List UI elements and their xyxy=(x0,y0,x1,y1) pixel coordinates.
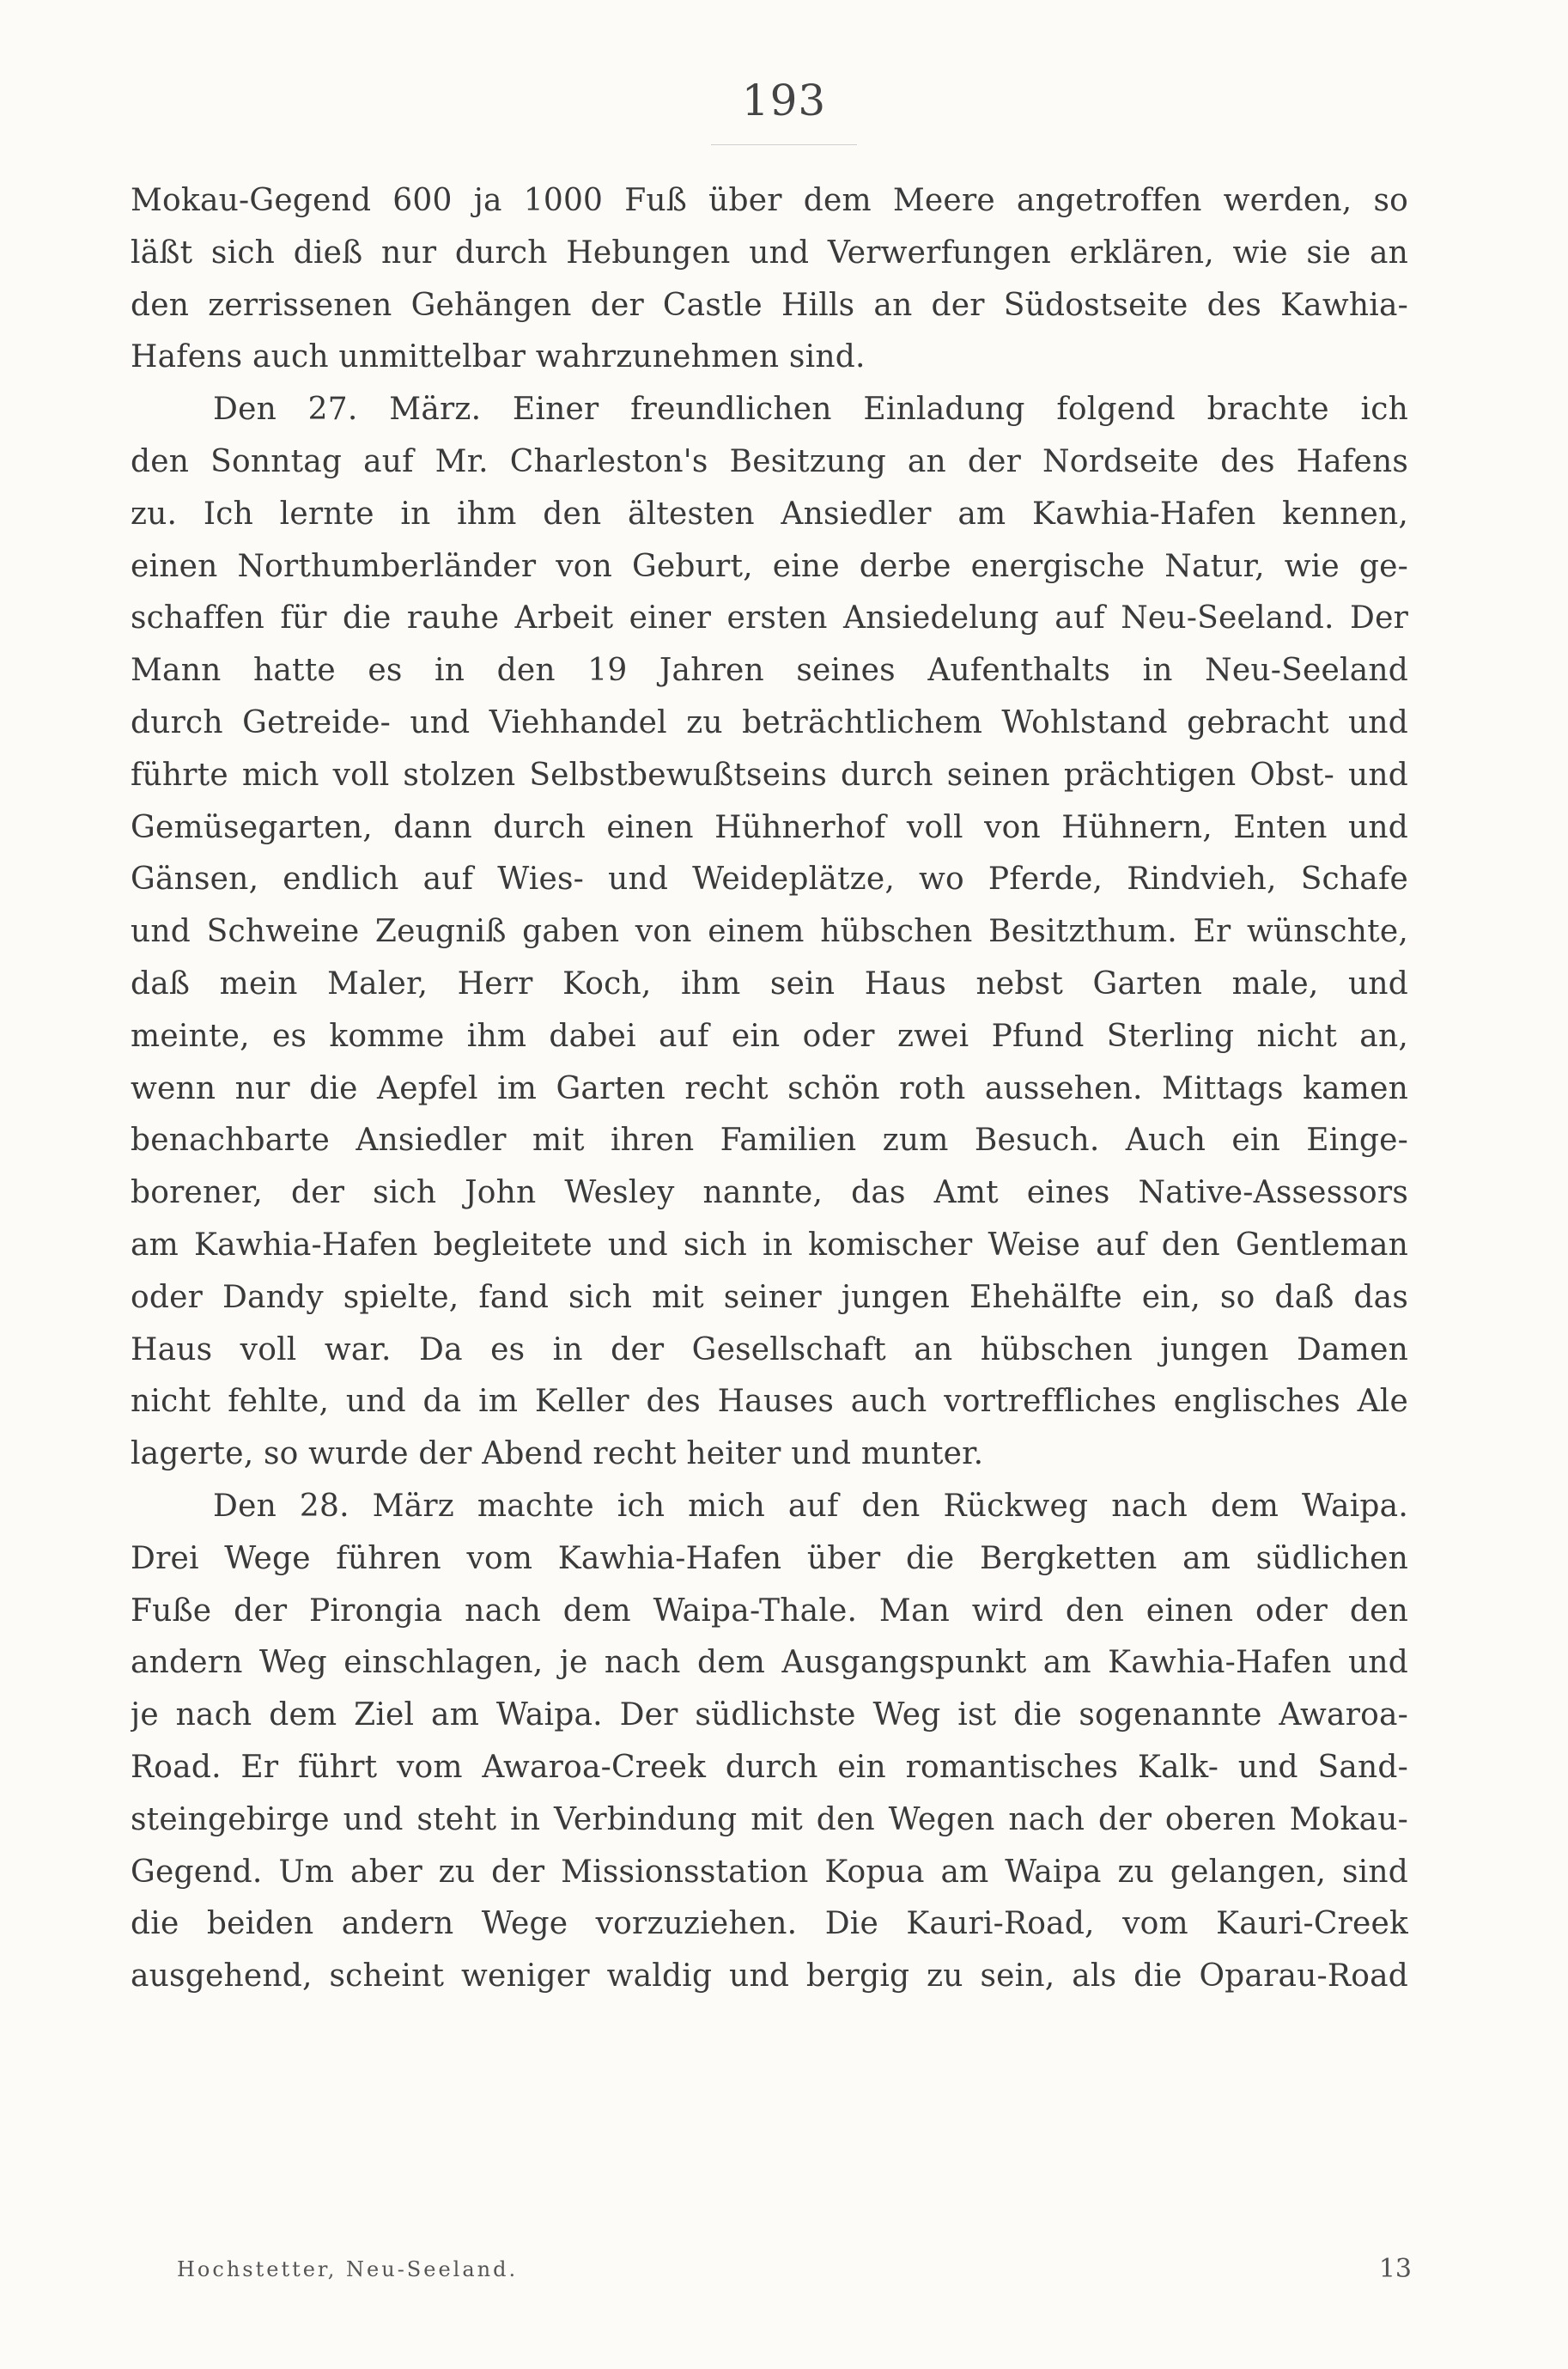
header-rule xyxy=(711,144,857,145)
text-line: Hafens auch unmittelbar wahrzunehmen sind. xyxy=(131,339,866,375)
text-line: und Schweine Zeugniß gaben von einem hübschen Besitzthum. Er wünschte, xyxy=(131,914,1408,950)
text-line: Gemüsegarten, dann durch einen Hühnerhof voll von Hühnern, Enten und xyxy=(131,809,1408,845)
text-line: zu. Ich lernte in ihm den ältesten Ansiedler am Kawhia-Hafen kennen, xyxy=(131,496,1408,532)
text-line: Mann hatte es in den 19 Jahren seines Aufenthalts in Neu-Seeland xyxy=(131,653,1408,689)
text-line: je nach dem Ziel am Waipa. Der südlichste Weg ist die sogenannte Awaroa- xyxy=(131,1697,1408,1733)
text-line: Drei Wege führen vom Kawhia-Hafen über die Bergketten am südlichen xyxy=(131,1540,1408,1576)
text-line: wenn nur die Aepfel im Garten recht schön roth aussehen. Mittags kamen xyxy=(131,1070,1408,1106)
page-number: 193 xyxy=(741,76,827,125)
text-line: meinte, es komme ihm dabei auf ein oder zwei Pfund Sterling nicht an, xyxy=(131,1018,1408,1054)
text-line: ausgehend, scheint weniger waldig und bergig zu sein, als die Oparau-Road xyxy=(131,1958,1408,1994)
footer-sheet-number: 13 xyxy=(1378,2254,1412,2284)
text-line: andern Weg einschlagen, je nach dem Ausgangspunkt am Kawhia-Hafen und xyxy=(131,1645,1408,1681)
text-line: Mokau-Gegend 600 ja 1000 Fuß über dem Meere angetroffen werden, so xyxy=(131,183,1408,218)
text-line: den zerrissenen Gehängen der Castle Hills an der Südostseite des Kawhia- xyxy=(131,287,1408,323)
text-line: Gegend. Um aber zu der Missionsstation Kopua am Waipa zu gelangen, sind xyxy=(131,1854,1408,1890)
text-line: nicht fehlte, und da im Keller des Hauses auch vortreffliches englisches Ale xyxy=(131,1384,1408,1420)
text-line: daß mein Maler, Herr Koch, ihm sein Haus nebst Garten male, und xyxy=(131,965,1408,1002)
text-line: benachbarte Ansiedler mit ihren Familien zum Besuch. Auch ein Einge- xyxy=(131,1123,1408,1159)
footer-signature: Hochstetter, Neu-Seeland. xyxy=(177,2257,519,2281)
text-line: Road. Er führt vom Awaroa-Creek durch ein romantisches Kalk- und Sand- xyxy=(131,1749,1408,1785)
text-line: den Sonntag auf Mr. Charleston's Besitzung an der Nordseite des Hafens xyxy=(131,443,1408,479)
text-line: oder Dandy spielte, fand sich mit seiner jungen Ehehälfte ein, so daß das xyxy=(131,1279,1408,1315)
text-line: Fuße der Pirongia nach dem Waipa-Thale. Man wird den einen oder den xyxy=(131,1593,1408,1629)
text-line: Den 28. März machte ich mich auf den Rückweg nach dem Waipa. xyxy=(213,1488,1408,1524)
text-line: die beiden andern Wege vorzuziehen. Die Kauri-Road, vom Kauri-Creek xyxy=(131,1906,1408,1942)
text-line: steingebirge und steht in Verbindung mit den Wegen nach der oberen Mokau- xyxy=(131,1801,1408,1837)
text-line: läßt sich dieß nur durch Hebungen und Verwerfungen erklären, wie sie an xyxy=(131,234,1408,271)
text-line: am Kawhia-Hafen begleitete und sich in komischer Weise auf den Gentleman xyxy=(131,1227,1408,1263)
text-line: führte mich voll stolzen Selbstbewußtseins durch seinen prächtigen Obst- und xyxy=(131,757,1408,793)
text-line: durch Getreide- und Viehhandel zu beträchtlichem Wohlstand gebracht und xyxy=(131,704,1408,740)
text-line: Gänsen, endlich auf Wies- und Weideplätze, wo Pferde, Rindvieh, Schafe xyxy=(131,862,1408,898)
text-line: schaffen für die rauhe Arbeit einer ersten Ansiedelung auf Neu-Seeland. Der xyxy=(131,600,1408,636)
text-line: Den 27. März. Einer freundlichen Einladung folgend brachte ich xyxy=(213,392,1408,428)
text-line: einen Northumberländer von Geburt, eine derbe energische Natur, wie ge- xyxy=(131,548,1408,584)
text-line: lagerte, so wurde der Abend recht heiter und munter. xyxy=(131,1436,984,1472)
body-text xyxy=(131,175,1408,2003)
text-line: borener, der sich John Wesley nannte, das Amt eines Native-Assessors xyxy=(131,1175,1408,1211)
text-line: Haus voll war. Da es in der Gesellschaft an hübschen jungen Damen xyxy=(131,1331,1408,1367)
